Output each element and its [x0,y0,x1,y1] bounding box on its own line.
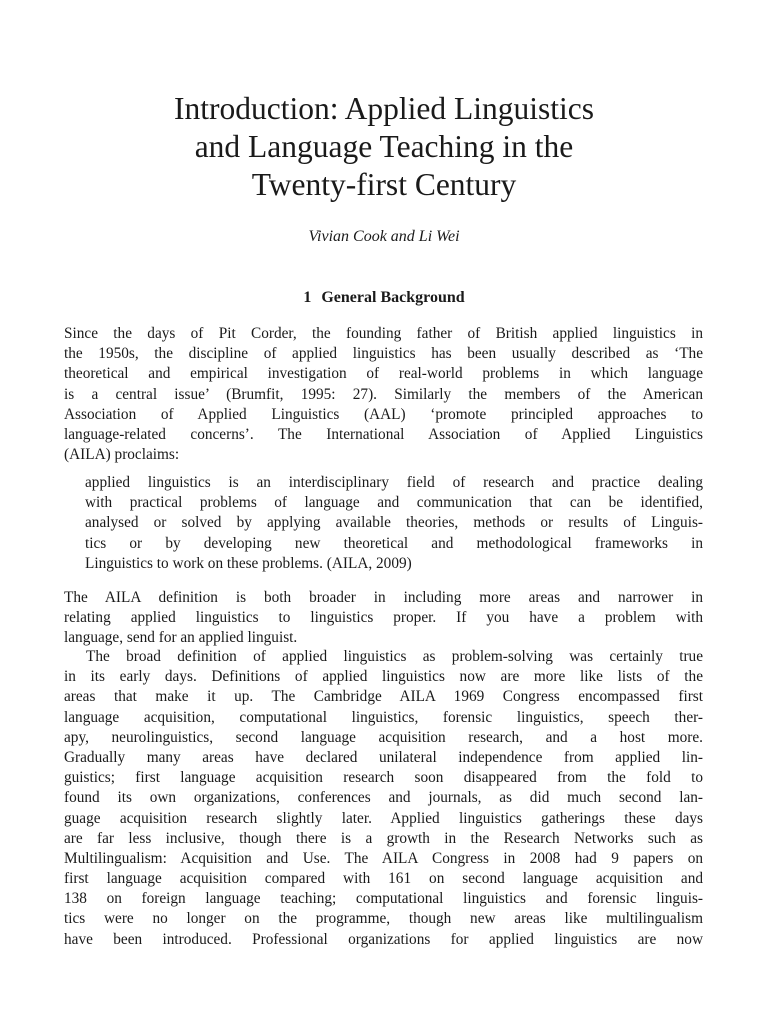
text-line: found its own organizations, conferences and journals, as did much second lan- [64,789,703,807]
text-line: guage acquisition research slightly later. Applied linguistics gatherings these days [64,809,703,827]
chapter-title-line: and Language Teaching in the [194,129,574,164]
paragraph-2 [64,588,703,649]
text-line: (AILA) proclaims: [64,446,180,464]
text-line: relating applied linguistics to linguistics proper. If you have a problem with [64,609,703,627]
quote-line: applied linguistics is an interdisciplinary field of research and practice dealing [85,474,703,491]
quote-line: tics or by developing new theoretical and methodological frameworks in [85,534,703,552]
text-line: language-related concerns’. The International Association of Applied Linguistics [64,425,703,443]
chapter-title-line: Introduction: Applied Linguistics [174,91,594,126]
paragraph-1 [64,324,703,465]
text-line: Association of Applied Linguistics (AAL) ‘promote principled approaches to [64,405,703,423]
text-line: Multilingualism: Acquisition and Use. The AILA Congress in 2008 had 9 papers on [64,849,703,867]
text-line: the 1950s, the discipline of applied linguistics has been usually described as ‘The [64,345,703,363]
chapter-title [60,90,708,204]
text-line: language acquisition, computational linguistics, forensic linguistics, speech ther- [64,708,703,726]
text-line: in its early days. Definitions of applied linguistics now are more like lists of the [64,668,703,686]
section-number: 1 [303,289,312,306]
text-line: tics were no longer on the programme, though new areas like multilingualism [64,910,703,928]
text-line: first language acquisition compared with 161 on second language acquisition and [64,870,703,888]
text-line: Since the days of Pit Corder, the founding father of British applied linguistics in [64,325,703,342]
text-line: are far less inclusive, though there is a growth in the Research Networks such as [64,829,703,847]
quote-line: Linguistics to work on these problems. (AILA, 2009) [85,554,412,572]
section-heading [60,288,708,308]
text-line: apy, neurolinguistics, second language acquisition research, and a host more. [64,728,703,746]
text-line: areas that make it up. The Cambridge AILA 1969 Congress encompassed first [64,688,703,706]
text-line: The broad definition of applied linguistics as problem-solving was certainly true [86,648,703,665]
section-title: General Background [321,289,465,306]
author-names: Vivian Cook and Li Wei [308,228,460,245]
text-line: 138 on foreign language teaching; computational linguistics and forensic linguis- [64,890,703,908]
text-line: have been introduced. Professional organizations for applied linguistics are now [64,930,703,948]
text-line: The AILA definition is both broader in including more areas and narrower in [64,589,703,606]
text-line: Gradually many areas have declared unilateral independence from applied lin- [64,748,703,766]
text-line: theoretical and empirical investigation of real-world problems in which language [64,365,703,383]
block-quote [85,473,703,574]
text-line: language, send for an applied linguist. [64,629,298,647]
paragraph-3 [64,647,703,950]
text-line: is a central issue’ (Brumfit, 1995: 27). Similarly the members of the American [64,385,703,403]
text-line: guistics; first language acquisition research soon disappeared from the fold to [64,769,703,787]
quote-line: with practical problems of language and communication that can be identified, [85,494,703,512]
chapter-title-line: Twenty-first Century [251,167,517,202]
quote-line: analysed or solved by applying available theories, methods or results of Linguis- [85,514,703,532]
